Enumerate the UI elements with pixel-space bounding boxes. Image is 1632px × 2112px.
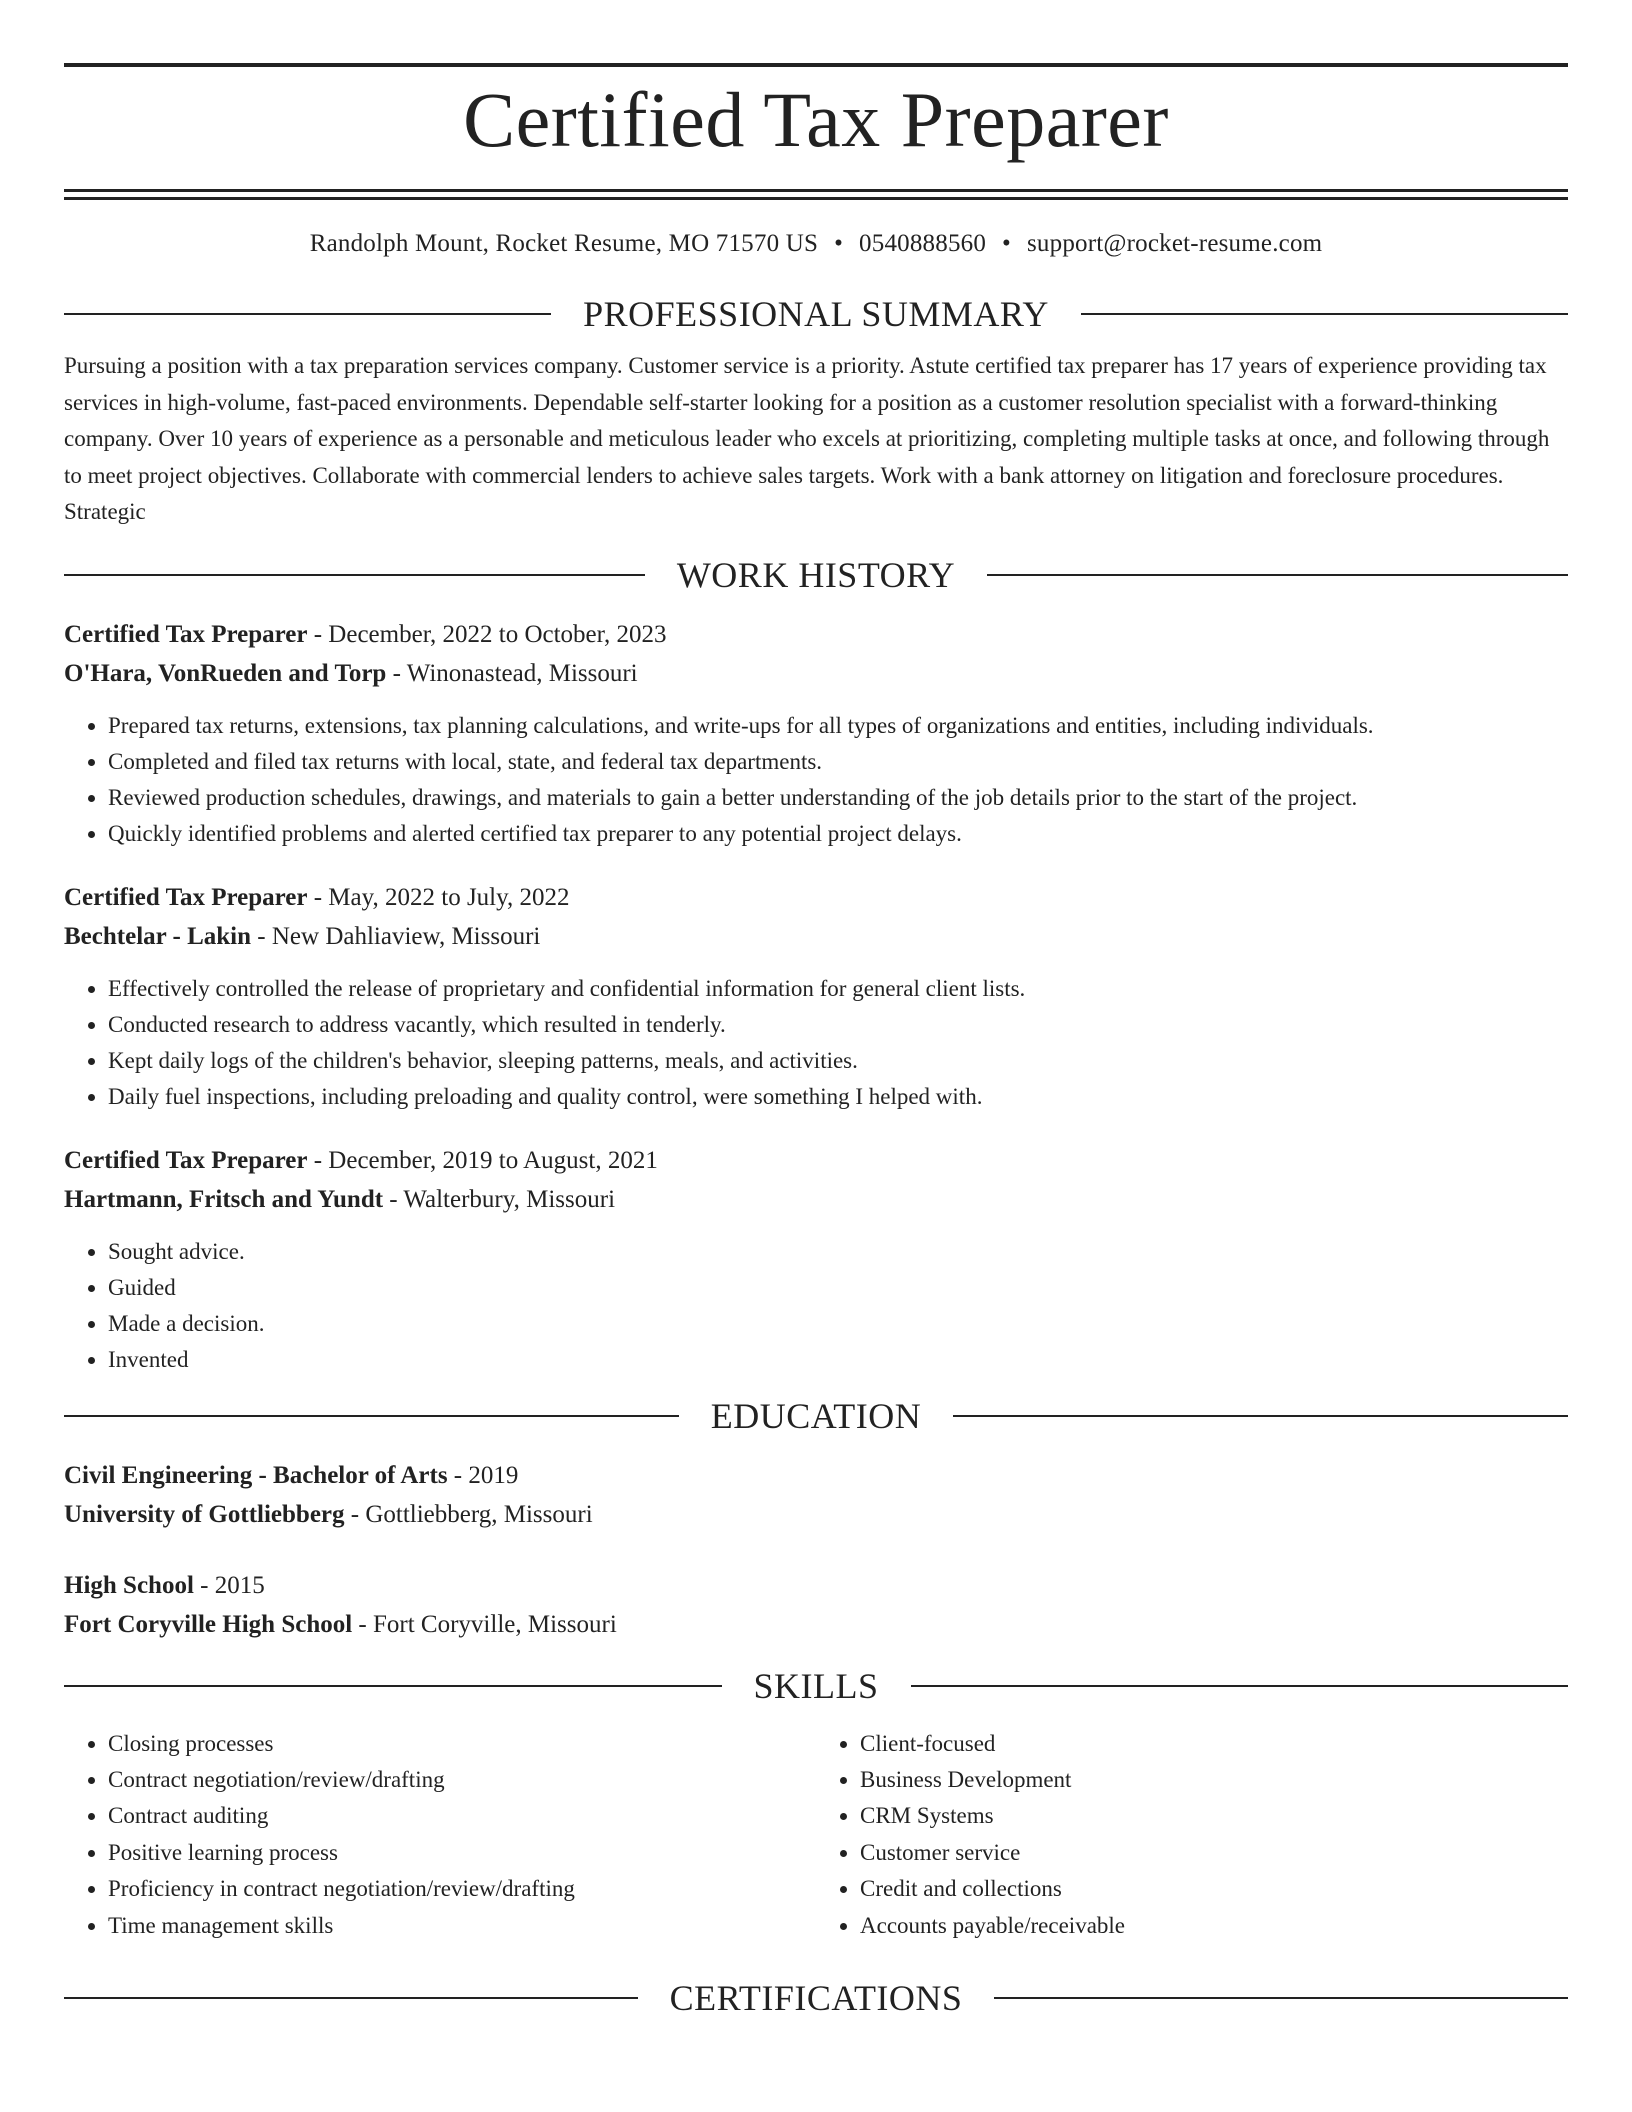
contact-line <box>64 229 1568 259</box>
job-company-line <box>64 1180 1568 1219</box>
job-bullet: • Guided <box>108 1270 1568 1306</box>
summary-text: Pursuing a position with a tax preparation services company. Customer service is a priority. Astute certified tax preparer has 17 years of experience providing tax services in high-volume, fast-paced environments. Dependable self-starter looking for a position as a customer resolution specialist with a forward-thinking company. Over 10 years of experience as a personable and meticulous leader who excels at prioritizing, completing multiple tasks at once, and following through to meet project objectives. Collaborate with commercial lenders to achieve sales targets. Work with a bank attorney on litigation and foreclosure procedures. Strategic <box>64 353 1550 524</box>
education-degree: Civil Engineering - Bachelor of Arts <box>64 1461 448 1489</box>
job-company: Bechtelar - Lakin <box>64 922 252 950</box>
certifications-heading: CERTIFICATIONS <box>669 1977 963 2018</box>
skill-item: • Contract negotiation/review/drafting <box>108 1762 816 1798</box>
skill-item: • CRM Systems <box>860 1798 1568 1834</box>
section-heading-summary <box>64 294 1568 334</box>
job-dates: - May, 2022 to July, 2022 <box>307 883 570 911</box>
contact-separator: • <box>834 230 844 257</box>
job-location: - Walterbury, Missouri <box>383 1185 616 1213</box>
job-bullet: • Quickly identified problems and alerted certified tax preparer to any potential project delays. <box>108 816 1568 852</box>
heading-rule-left <box>64 574 645 576</box>
skill-item: • Positive learning process <box>108 1835 816 1871</box>
top-rule <box>64 63 1568 67</box>
job-entry <box>64 615 1568 852</box>
skill-item: • Client-focused <box>860 1726 1568 1762</box>
contact-address: Randolph Mount, Rocket Resume, MO 71570 US <box>309 230 819 257</box>
education-school: Fort Coryville High School <box>64 1610 353 1638</box>
heading-rule-left <box>64 1997 638 1999</box>
job-company: O'Hara, VonRueden and Torp <box>64 659 387 687</box>
resume-title: Certified Tax Preparer <box>463 76 1169 163</box>
education-school-line <box>64 1605 1568 1644</box>
skills-column-left <box>64 1726 816 1944</box>
job-bullets <box>64 971 1568 1115</box>
heading-rule-left <box>64 313 551 315</box>
education-year: - 2019 <box>447 1461 519 1489</box>
skill-item: • Business Development <box>860 1762 1568 1798</box>
skill-item: • Contract auditing <box>108 1798 816 1834</box>
education-degree: High School <box>64 1571 194 1599</box>
section-heading-education <box>64 1396 1568 1436</box>
job-bullet: • Sought advice. <box>108 1234 1568 1270</box>
contact-separator: • <box>1002 230 1011 257</box>
job-bullet: • Daily fuel inspections, including preloading and quality control, were something I helped with. <box>108 1079 1568 1115</box>
job-title-line <box>64 615 1568 654</box>
skill-item: • Time management skills <box>108 1908 816 1944</box>
heading-rule-left <box>64 1415 679 1417</box>
job-company-line <box>64 917 1568 956</box>
job-bullets <box>64 1234 1568 1378</box>
job-bullets <box>64 708 1568 852</box>
job-bullet: • Completed and filed tax returns with local, state, and federal tax departments. <box>108 744 1568 780</box>
job-bullet: • Kept daily logs of the children's behavior, sleeping patterns, meals, and activities. <box>108 1043 1568 1079</box>
education-school: University of Gottliebberg <box>64 1500 345 1528</box>
work-history-heading: WORK HISTORY <box>676 554 956 595</box>
heading-rule-right <box>953 1415 1568 1417</box>
heading-rule-right <box>987 574 1568 576</box>
heading-rule-right <box>994 1997 1568 1999</box>
skill-item: • Closing processes <box>108 1726 816 1762</box>
education-location: - Gottliebberg, Missouri <box>344 1500 593 1528</box>
skills-column-right <box>816 1726 1568 1944</box>
education-location: - Fort Coryville, Missouri <box>352 1610 617 1638</box>
job-bullet: • Reviewed production schedules, drawings, and materials to gain a better understanding of the job details prior to the start of the project. <box>108 780 1568 816</box>
skills-list <box>64 1726 1568 1944</box>
job-bullet: • Effectively controlled the release of proprietary and confidential information for general client lists. <box>108 971 1568 1007</box>
job-company-line <box>64 654 1568 693</box>
skill-item: • Customer service <box>860 1835 1568 1871</box>
skill-item: • Accounts payable/receivable <box>860 1908 1568 1944</box>
education-school-line <box>64 1495 1568 1534</box>
education-entry <box>64 1566 1568 1644</box>
education-degree-line <box>64 1566 1568 1605</box>
education-year: - 2015 <box>193 1571 265 1599</box>
education-degree-line <box>64 1456 1568 1495</box>
job-bullet: • Invented <box>108 1342 1568 1378</box>
job-bullet: • Prepared tax returns, extensions, tax planning calculations, and write-ups for all types of organizations and entities, including individuals. <box>108 708 1568 744</box>
job-title: Certified Tax Preparer <box>64 620 308 648</box>
job-bullet: • Conducted research to address vacantly, which resulted in tenderly. <box>108 1007 1568 1043</box>
job-title: Certified Tax Preparer <box>64 1146 308 1174</box>
education-entry <box>64 1456 1568 1534</box>
job-entry <box>64 878 1568 1115</box>
heading-rule-left <box>64 1685 722 1687</box>
job-title: Certified Tax Preparer <box>64 883 308 911</box>
title-double-rule <box>64 189 1568 200</box>
contact-email: support@rocket-resume.com <box>1027 230 1323 257</box>
skill-item: • Credit and collections <box>860 1871 1568 1907</box>
section-heading-work-history <box>64 555 1568 595</box>
job-dates: - December, 2019 to August, 2021 <box>307 1146 658 1174</box>
job-bullet: • Made a decision. <box>108 1306 1568 1342</box>
job-title-line <box>64 878 1568 917</box>
skills-heading: SKILLS <box>753 1665 879 1706</box>
section-heading-skills <box>64 1666 1568 1706</box>
resume-page <box>64 0 1568 2018</box>
job-title-line <box>64 1141 1568 1180</box>
job-entry <box>64 1141 1568 1378</box>
job-location: - Winonastead, Missouri <box>386 659 638 687</box>
contact-phone: 0540888560 <box>859 230 987 257</box>
education-heading: EDUCATION <box>710 1395 922 1436</box>
heading-rule-right <box>1081 313 1568 315</box>
summary-heading: PROFESSIONAL SUMMARY <box>583 294 1049 334</box>
section-heading-certifications <box>64 1978 1568 2018</box>
job-dates: - December, 2022 to October, 2023 <box>307 620 667 648</box>
skill-item: • Proficiency in contract negotiation/review/drafting <box>108 1871 816 1907</box>
job-company: Hartmann, Fritsch and Yundt <box>64 1185 384 1213</box>
heading-rule-right <box>911 1685 1569 1687</box>
job-location: - New Dahliaview, Missouri <box>251 922 541 950</box>
